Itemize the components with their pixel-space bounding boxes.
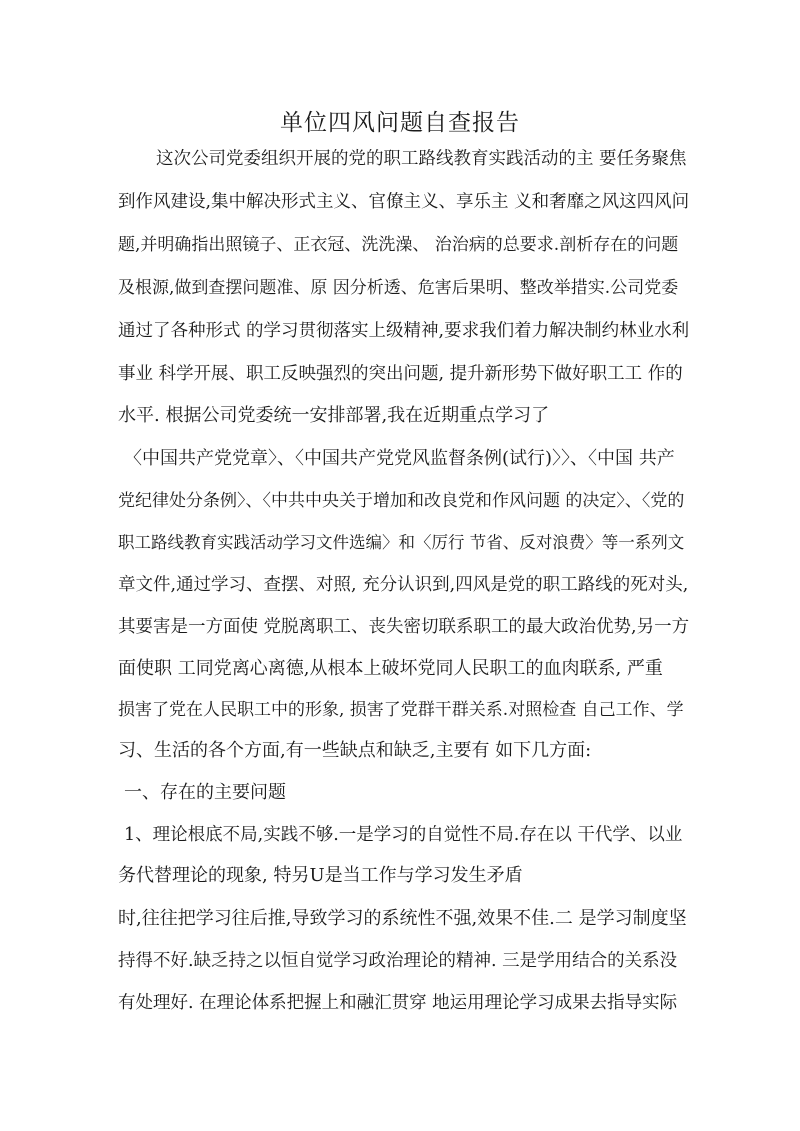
- text-line: 务代替理论的现象, 特另U是当工作与学习发生矛盾: [118, 865, 523, 886]
- text-line: 持得不好.缺乏持之以恒自觉学习政治理论的精神. 三是学用结合的关系没: [118, 951, 678, 971]
- text-line: 这次公司党委组织开展的党的职工路线教育实践活动的主 要任务聚焦: [156, 149, 687, 169]
- text-line: 党纪律处分条例〉、〈中共中央关于增加和改良党和作风问题 的决定〉、〈党的: [118, 491, 685, 511]
- text-line: 到作风建设,集中解决形式主义、官僚主义、享乐主 义和奢靡之风这四风问: [118, 192, 690, 212]
- text-line: 其要害是一方面使 党脱离职工、丧失密切联系职工的最大政治优势,另一方: [118, 617, 690, 637]
- document-title: 单位四风问题自查报告: [280, 110, 520, 136]
- text-line: 章文件,通过学习、查摆、对照, 充分认识到,四风是党的职工路线的死对头,: [118, 575, 689, 595]
- text-line: 1、理论根底不局,实践不够.一是学习的自觉性不局.存在以 干代学、以业: [124, 825, 683, 845]
- text-line: 面使职 工同党离心离德,从根本上破坏党同人民职工的血肉联系, 严重: [118, 658, 663, 679]
- text-line: 事业 科学开展、职工反映强烈的突出问题, 提升新形势下做好职工工 作的: [118, 364, 683, 384]
- text-line: 损害了党在人民职工中的形象, 损害了党群干群关系.对照检查 自己工作、学: [118, 700, 684, 720]
- text-line: 及根源,做到查摆问题准、原 因分析透、危害后果明、整改举措实.公司党委: [118, 278, 679, 298]
- text-line: 有处理好. 在理论体系把握上和融汇贯穿 地运用理论学习成果去指导实际: [118, 993, 678, 1013]
- text-line: 〈中国共产党党章〉、〈中国共产党党风监督条例(试行)〉〉、〈中国 共产: [124, 448, 675, 469]
- text-line: 习、生活的各个方面,有一些缺点和缺乏,主要有 如下几方面:: [118, 740, 592, 761]
- text-line: 职工路线教育实践活动学习文件选编〉和〈厉行 节省、反对浪费〉等一系列文: [118, 533, 685, 552]
- text-line: 通过了各种形式 的学习贯彻落实上级精神,要求我们着力解决制约林业水利: [118, 321, 690, 341]
- text-line: 水平. 根据公司党委统一安排部署,我在近期重点学习了: [118, 405, 550, 426]
- section-heading: 一、存在的主要问题: [124, 782, 286, 803]
- text-line: 时,往往把学习往后推,导致学习的系统性不强,效果不佳.二 是学习制度坚: [118, 908, 687, 929]
- text-line: 题,并明确指出照镜子、正衣冠、洗洗澡、 治治病的总要求.剖析存在的问题: [118, 235, 679, 255]
